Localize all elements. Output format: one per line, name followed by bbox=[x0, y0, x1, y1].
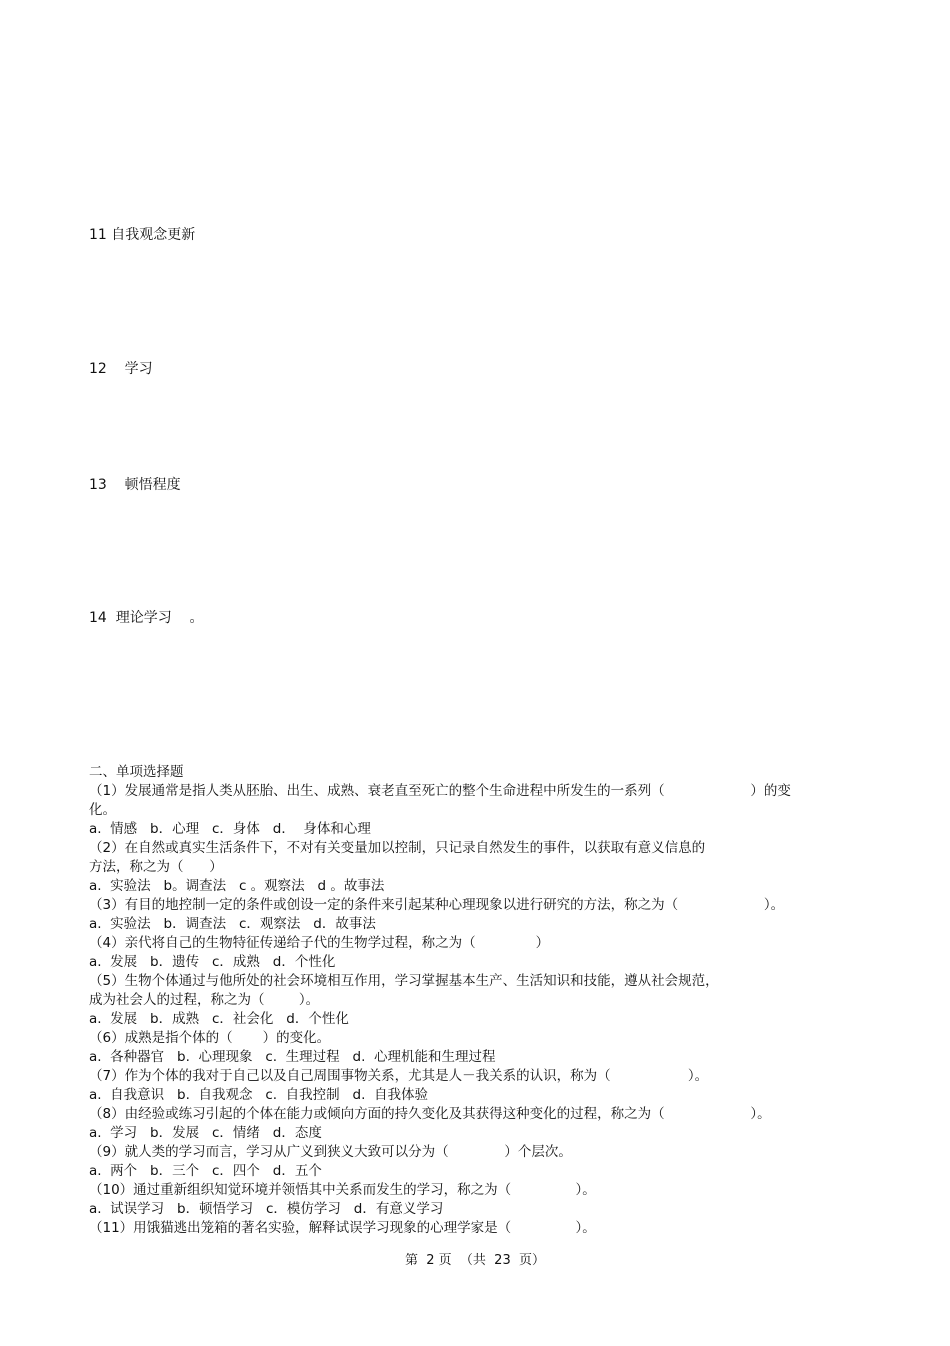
question-line: 化。 bbox=[89, 802, 116, 818]
question-line: a. 发展 b．遗传 c．成熟 d．个性化 bbox=[89, 954, 336, 970]
question-line: a. 两个 b．三个 c．四个 d．五个 bbox=[89, 1163, 322, 1179]
page-footer: 第 2 页 （共 23 页） bbox=[404, 1253, 545, 1268]
question-line: （8）由经验或练习引起的个体在能力或倾向方面的持久变化及其获得这种变化的过程，称之为（ ）。 bbox=[89, 1106, 771, 1122]
question-line: （6）成熟是指个体的（ ）的变化。 bbox=[89, 1030, 331, 1046]
term-12: 12 学习 bbox=[89, 361, 153, 377]
section-title: 二、单项选择题 bbox=[89, 764, 184, 780]
question-line: （9）就人类的学习而言，学习从广义到狭义大致可以分为（ ）个层次。 bbox=[89, 1144, 572, 1160]
question-line: 方法，称之为（ ） bbox=[89, 859, 223, 875]
question-line: a. 自我意识 b. 自我观念 c. 自我控制 d. 自我体验 bbox=[89, 1087, 428, 1103]
question-line: （4）亲代将自己的生物特征传递给子代的生物学过程，称之为（ ） bbox=[89, 935, 550, 951]
term-14: 14 理论学习 。 bbox=[89, 610, 204, 626]
question-line: a. 各种器官 b. 心理现象 c. 生理过程 d. 心理机能和生理过程 bbox=[89, 1049, 496, 1065]
question-line: （11）用饿猫逃出笼箱的著名实验，解释试误学习现象的心理学家是（ ）。 bbox=[89, 1220, 596, 1236]
question-line: a. 试误学习 b．顿悟学习 c．模仿学习 d．有意义学习 bbox=[89, 1201, 444, 1217]
question-line: （10）通过重新组织知觉环境并领悟其中关系而发生的学习，称之为（ ）。 bbox=[89, 1182, 596, 1198]
question-line: 成为社会人的过程，称之为（ ）。 bbox=[89, 992, 320, 1008]
question-line: （2）在自然或真实生活条件下，不对有关变量加以控制，只记录自然发生的事件，以获取有意义信息的 bbox=[89, 840, 706, 856]
term-13: 13 顿悟程度 bbox=[89, 477, 181, 493]
question-line: （1）发展通常是指人类从胚胎、出生、成熟、衰老直至死亡的整个生命进程中所发生的一系列（ ）的变 bbox=[89, 783, 791, 799]
question-line: a. 发展 b．成熟 c．社会化 d．个性化 bbox=[89, 1011, 349, 1027]
question-line: a. 学习 b．发展 c．情绪 d．态度 bbox=[89, 1125, 322, 1141]
term-11: 11 自我观念更新 bbox=[89, 227, 196, 243]
question-line: a. 实验法 b．调查法 c．观察法 d．故事法 bbox=[89, 916, 376, 932]
question-line: （7）作为个体的我对于自己以及自己周围事物关系，尤其是人－我关系的认识，称为（ ）。 bbox=[89, 1068, 709, 1084]
question-line: （3）有目的地控制一定的条件或创设一定的条件来引起某种心理现象以进行研究的方法，称之为（ ）。 bbox=[89, 897, 785, 913]
question-line: a. 实验法 b。调查法 c 。观察法 d 。故事法 bbox=[89, 878, 385, 894]
question-line: （5）生物个体通过与他所处的社会环境相互作用，学习掌握基本生产、生活知识和技能，遵从社会规范， bbox=[89, 973, 719, 989]
question-line: a. 情感 b．心理 c．身体 d． 身体和心理 bbox=[89, 821, 371, 837]
